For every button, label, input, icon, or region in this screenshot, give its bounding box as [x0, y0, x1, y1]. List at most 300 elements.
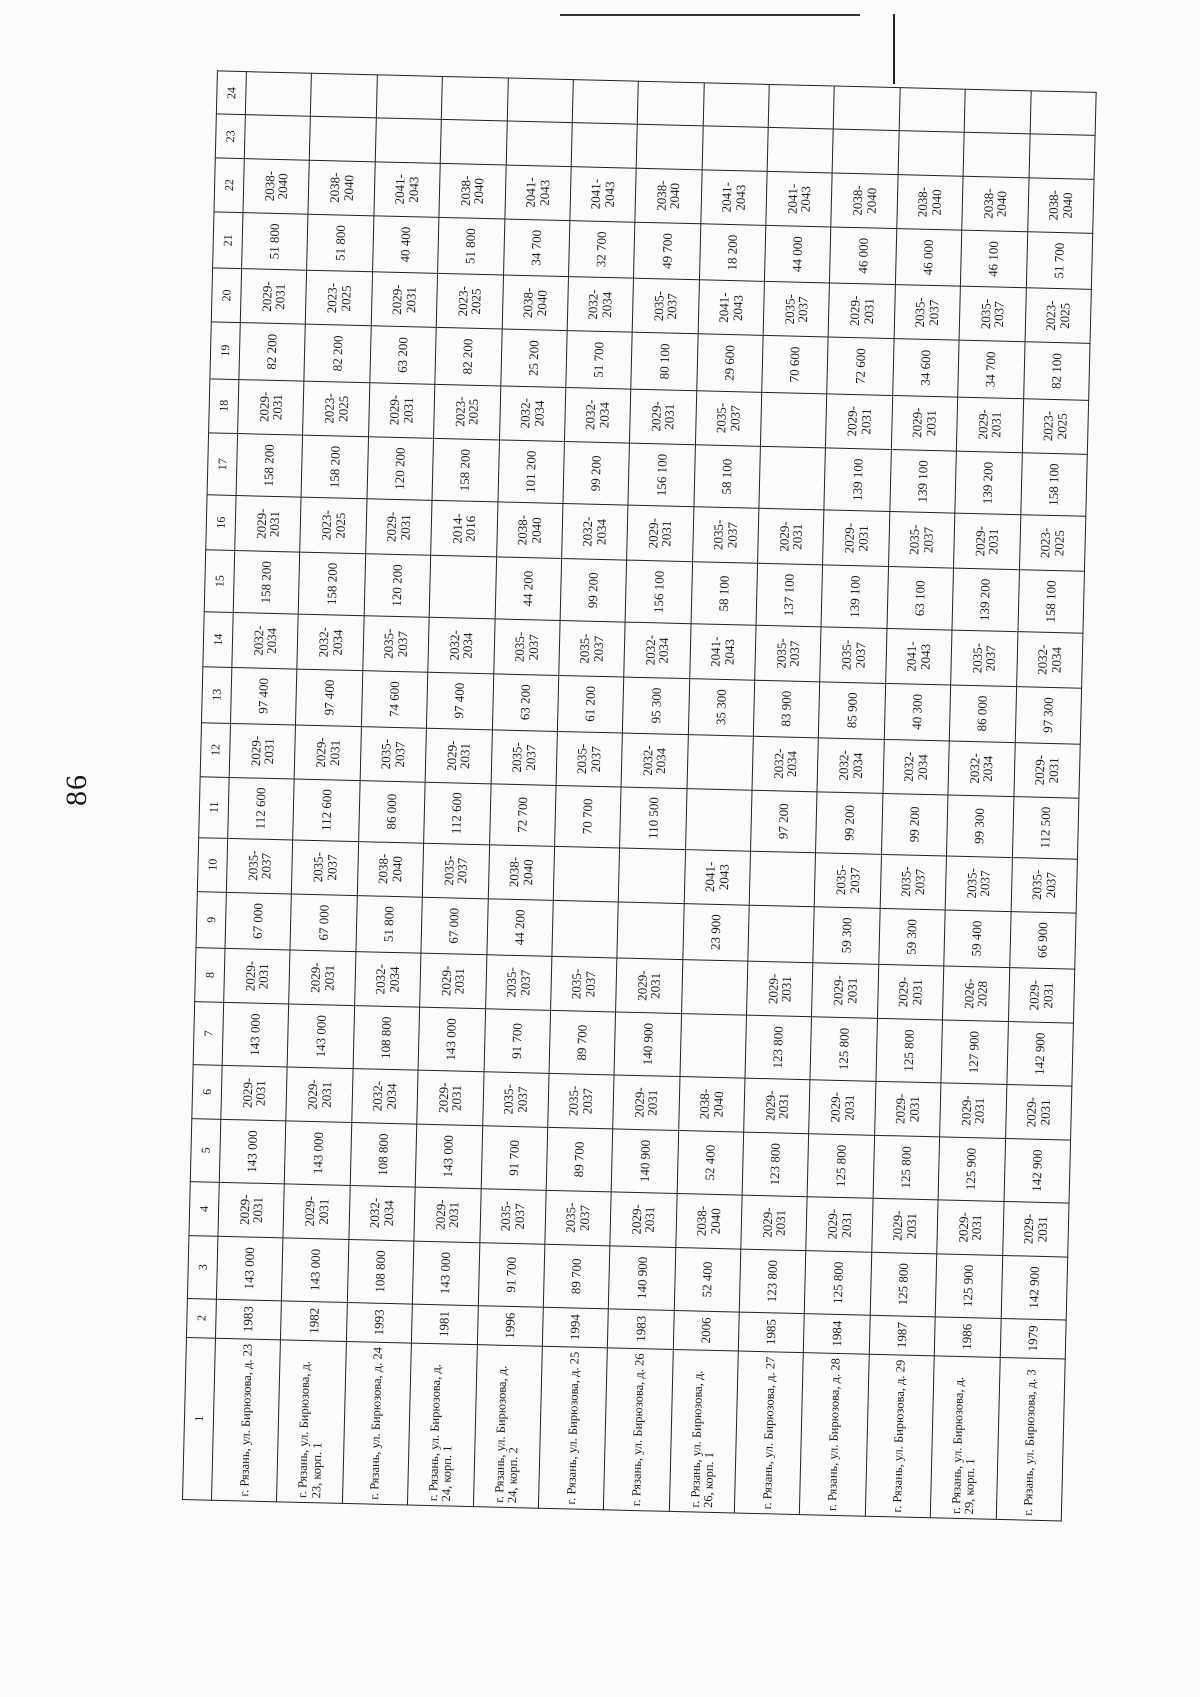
value-cell: 143 000 [285, 1121, 352, 1185]
value-cell: 2038-2040 [678, 1076, 745, 1132]
value-cell: 2029-2031 [221, 1065, 288, 1121]
value-cell: 34 700 [958, 340, 1025, 398]
value-cell: 35 300 [688, 678, 755, 736]
value-cell: 44 000 [764, 225, 831, 283]
value-cell: 72 600 [827, 337, 894, 395]
value-cell: 2038-2040 [308, 160, 375, 216]
value-cell [898, 131, 964, 176]
column-number-cell: 16 [206, 495, 236, 550]
value-cell: 2023-2025 [434, 384, 501, 440]
value-cell: 2035-2037 [292, 840, 359, 896]
column-number-cell: 6 [192, 1064, 222, 1119]
address-cell: г. Рязань, ул. Бирюзова, д. 23, корп. 1 [277, 1339, 346, 1503]
value-cell: 158 200 [236, 433, 303, 497]
top-border-line [560, 14, 860, 16]
value-cell: 83 900 [753, 680, 820, 738]
column-number-cell: 24 [216, 71, 246, 115]
value-cell: 2035-2037 [880, 854, 947, 910]
value-cell: 59 400 [944, 910, 1011, 968]
address-cell: г. Рязань, ул. Бирюзова, д. 3 [996, 1357, 1065, 1521]
value-cell: 2041-2043 [885, 629, 952, 685]
value-cell: 140 900 [614, 1012, 681, 1076]
value-cell: 40 300 [884, 683, 951, 741]
value-cell: 143 000 [219, 1119, 286, 1183]
column-number-cell: 17 [207, 433, 238, 496]
value-cell: 2041-2043 [689, 624, 756, 680]
value-cell [552, 900, 619, 958]
table-body [212, 72, 1097, 1521]
value-cell: 2032-2034 [499, 386, 566, 442]
value-cell: 2029-2031 [414, 1187, 481, 1243]
value-cell: 125 900 [938, 1137, 1005, 1201]
value-cell [759, 446, 826, 510]
column-number-cell: 5 [190, 1119, 221, 1182]
value-cell [507, 78, 573, 123]
value-cell: 2032-2034 [817, 738, 884, 794]
value-cell: 89 700 [543, 1244, 610, 1308]
value-cell: 2029-2031 [741, 1195, 808, 1251]
value-cell: 2029-2031 [610, 1192, 677, 1248]
right-border-line [893, 14, 895, 84]
value-cell: 2038-2040 [962, 176, 1029, 232]
value-cell: 123 800 [745, 1015, 812, 1079]
value-cell: 74 600 [361, 670, 428, 728]
address-cell: г. Рязань, ул. Бирюзова, д. 24, корп. 1 [408, 1343, 477, 1507]
value-cell: 2029-2031 [425, 728, 492, 784]
value-cell: 67 000 [225, 892, 292, 950]
value-cell: 29 600 [696, 334, 763, 392]
value-cell [681, 960, 748, 1016]
value-cell: 2035-2037 [363, 616, 430, 672]
value-cell: 112 600 [293, 779, 360, 841]
value-cell: 110 500 [620, 787, 687, 849]
value-cell: 125 800 [873, 1135, 940, 1199]
value-cell: 2029-2031 [286, 1067, 353, 1123]
value-cell: 156 100 [625, 560, 692, 624]
value-cell: 2038-2040 [496, 502, 563, 558]
value-cell: 2029-2031 [812, 963, 879, 1019]
value-cell: 82 200 [239, 323, 306, 381]
value-cell: 108 800 [353, 1006, 420, 1070]
rotated-table-container [182, 70, 1097, 1521]
value-cell: 2035-2037 [763, 282, 830, 338]
value-cell: 125 800 [805, 1251, 872, 1315]
value-cell [702, 126, 768, 171]
value-cell [572, 80, 638, 125]
value-cell: 2041-2043 [684, 849, 751, 905]
value-cell: 70 700 [554, 785, 621, 847]
value-cell: 2032-2034 [349, 1185, 416, 1241]
value-cell [685, 789, 752, 851]
value-cell [245, 72, 311, 117]
value-cell: 63 100 [887, 566, 954, 630]
year-cell: 1993 [346, 1302, 412, 1343]
value-cell: 2029-2031 [874, 1081, 941, 1137]
value-cell [617, 902, 684, 960]
value-cell: 32 700 [568, 220, 635, 278]
value-cell: 18 200 [699, 224, 766, 282]
value-cell: 112 600 [424, 782, 491, 844]
value-cell: 67 000 [421, 897, 488, 955]
value-cell: 99 200 [560, 558, 627, 622]
value-cell: 2035-2037 [548, 1073, 615, 1129]
address-cell: г. Рязань, ул. Бирюзова, д. 24 [342, 1341, 411, 1505]
value-cell: 70 600 [762, 336, 829, 394]
value-cell [963, 133, 1029, 178]
address-cell: г. Рязань, ул. Бирюзова, д. 26 [604, 1347, 673, 1511]
column-number-cell: 2 [186, 1298, 216, 1338]
value-cell: 139 200 [955, 451, 1022, 515]
value-cell: 143 000 [287, 1004, 354, 1068]
value-cell: 2029-2031 [295, 725, 362, 781]
value-cell: 125 800 [870, 1252, 937, 1316]
value-cell: 2029-2031 [238, 379, 305, 435]
value-cell: 2032-2034 [567, 277, 634, 333]
value-cell: 2035-2037 [360, 726, 427, 782]
value-cell: 51 700 [1026, 232, 1093, 290]
value-cell: 2041-2043 [700, 170, 767, 226]
value-cell: 2029-2031 [744, 1078, 811, 1134]
value-cell: 2029-2031 [627, 506, 694, 562]
column-number-cell: 18 [209, 378, 239, 433]
value-cell: 44 200 [486, 898, 553, 956]
value-cell: 2029-2031 [417, 1070, 484, 1126]
year-cell: 1994 [542, 1307, 608, 1348]
column-number-cell: 11 [199, 777, 229, 838]
value-cell: 123 800 [742, 1132, 809, 1196]
address-cell: г. Рязань, ул. Бирюзова, д. 27 [734, 1351, 803, 1515]
value-cell: 137 100 [756, 563, 823, 627]
value-cell: 143 000 [415, 1124, 482, 1188]
value-cell: 143 000 [216, 1236, 283, 1300]
value-cell [767, 128, 833, 173]
value-cell: 125 800 [807, 1134, 874, 1198]
value-cell: 2029-2031 [240, 269, 307, 325]
value-cell: 2038-2040 [1027, 178, 1094, 234]
column-number-cell: 19 [210, 322, 240, 379]
value-cell: 2035-2037 [945, 856, 1012, 912]
column-number-cell: 1 [183, 1337, 216, 1500]
value-cell: 2038-2040 [439, 163, 506, 219]
value-cell: 51 800 [438, 217, 505, 275]
value-cell: 2038-2040 [357, 841, 424, 897]
value-cell: 2035-2037 [422, 843, 489, 899]
year-cell: 1996 [477, 1305, 543, 1346]
value-cell: 97 200 [751, 790, 818, 852]
value-cell [506, 121, 572, 166]
value-cell: 2029-2031 [1013, 742, 1080, 798]
column-number-cell: 10 [197, 837, 227, 892]
value-cell: 2029-2031 [937, 1200, 1004, 1256]
value-cell: 63 200 [370, 326, 437, 384]
value-cell: 143 000 [418, 1007, 485, 1071]
value-cell [441, 76, 507, 121]
value-cell: 46 100 [961, 230, 1028, 288]
value-cell: 95 300 [623, 677, 690, 735]
value-cell: 2035-2037 [632, 278, 699, 334]
value-cell: 2035-2037 [888, 512, 955, 568]
value-cell [680, 1014, 747, 1078]
value-cell: 2035-2037 [545, 1190, 612, 1246]
column-number-cell: 3 [187, 1235, 218, 1298]
value-cell [760, 392, 827, 448]
column-number-cell: 15 [204, 549, 235, 612]
value-cell: 2029-2031 [747, 961, 814, 1017]
value-cell: 156 100 [628, 443, 695, 507]
value-cell: 2041-2043 [698, 280, 765, 336]
value-cell: 2032-2034 [1016, 632, 1083, 688]
value-cell [375, 118, 441, 163]
value-cell: 2032-2034 [621, 733, 688, 789]
column-number-cell: 12 [200, 723, 230, 778]
value-cell [244, 115, 310, 160]
value-cell: 2038-2040 [675, 1193, 742, 1249]
value-cell: 86 000 [358, 781, 425, 843]
value-cell: 2029-2031 [1005, 1084, 1072, 1140]
value-cell: 2032-2034 [624, 622, 691, 678]
value-cell: 91 700 [481, 1126, 548, 1190]
value-cell: 49 700 [634, 222, 701, 280]
value-cell [636, 125, 702, 170]
value-cell: 51 800 [242, 212, 309, 270]
value-cell: 99 200 [881, 793, 948, 855]
value-cell: 125 900 [935, 1254, 1002, 1318]
value-cell [687, 734, 754, 790]
value-cell: 2032-2034 [752, 736, 819, 792]
value-cell: 2041-2043 [374, 162, 441, 218]
value-cell: 2029-2031 [283, 1184, 350, 1240]
value-cell: 2035-2037 [692, 507, 759, 563]
value-cell: 2029-2031 [1002, 1201, 1069, 1257]
value-cell: 2035-2037 [485, 955, 552, 1011]
repair-schedule-table [182, 70, 1097, 1521]
value-cell: 97 400 [427, 672, 494, 730]
value-cell: 120 200 [364, 553, 431, 617]
value-cell: 2032-2034 [883, 739, 950, 795]
value-cell: 158 100 [1020, 452, 1087, 516]
value-cell: 59 300 [813, 906, 880, 964]
value-cell: 2029-2031 [371, 272, 438, 328]
value-cell: 58 100 [691, 561, 758, 625]
value-cell: 112 500 [1012, 797, 1079, 859]
value-cell [429, 555, 496, 619]
value-cell: 72 700 [489, 784, 556, 846]
value-cell: 2029-2031 [872, 1198, 939, 1254]
value-cell: 99 300 [947, 795, 1014, 857]
value-cell [768, 84, 834, 129]
address-cell: г. Рязань, ул. Бирюзова, д. 23 [212, 1338, 281, 1502]
value-cell: 2023-2025 [306, 270, 373, 326]
value-cell: 2029-2031 [218, 1182, 285, 1238]
value-cell: 2029-2031 [758, 509, 825, 565]
value-cell: 59 300 [879, 908, 946, 966]
value-cell: 2035-2037 [482, 1072, 549, 1128]
value-cell: 2029-2031 [823, 510, 890, 566]
value-cell: 2035-2037 [491, 730, 558, 786]
value-cell: 108 800 [350, 1122, 417, 1186]
value-cell: 80 100 [631, 332, 698, 390]
value-cell: 2023-2025 [1019, 515, 1086, 571]
value-cell: 44 200 [495, 557, 562, 621]
value-cell: 2032-2034 [297, 614, 364, 670]
value-cell: 2029-2031 [613, 1075, 680, 1131]
value-cell: 91 700 [484, 1009, 551, 1073]
value-cell: 34 700 [503, 219, 570, 277]
value-cell [440, 120, 506, 165]
value-cell: 89 700 [549, 1010, 616, 1074]
value-cell: 2023-2025 [300, 498, 367, 554]
value-cell: 51 800 [307, 214, 374, 272]
value-cell [553, 846, 620, 902]
value-cell: 58 100 [694, 444, 761, 508]
value-cell: 2023-2025 [1022, 398, 1089, 454]
value-cell: 52 400 [674, 1247, 741, 1311]
value-cell [899, 88, 965, 133]
column-number-cell: 14 [203, 612, 233, 667]
value-cell: 2032-2034 [232, 613, 299, 669]
value-cell: 123 800 [739, 1249, 806, 1313]
column-number-cell: 9 [196, 891, 226, 948]
value-cell: 2032-2034 [564, 387, 631, 443]
value-cell: 99 200 [563, 441, 630, 505]
value-cell: 2038-2040 [635, 168, 702, 224]
value-cell: 34 600 [892, 339, 959, 397]
value-cell: 2029-2031 [229, 723, 296, 779]
value-cell: 67 000 [290, 894, 357, 952]
value-cell: 2035-2037 [556, 731, 623, 787]
value-cell: 140 900 [611, 1129, 678, 1193]
value-cell: 158 200 [432, 438, 499, 502]
value-cell: 86 000 [949, 685, 1016, 743]
value-cell: 2029-2031 [365, 499, 432, 555]
value-cell: 2035-2037 [1011, 857, 1078, 913]
value-cell: 2035-2037 [695, 390, 762, 446]
value-cell: 82 100 [1023, 342, 1090, 400]
year-cell: 1983 [608, 1309, 674, 1350]
value-cell: 158 200 [233, 550, 300, 614]
value-cell: 158 100 [1017, 569, 1084, 633]
value-cell: 2029-2031 [806, 1196, 873, 1252]
value-cell [1029, 134, 1096, 179]
value-cell: 2035-2037 [951, 630, 1018, 686]
value-cell: 139 100 [824, 448, 891, 512]
value-cell: 2029-2031 [1008, 967, 1075, 1023]
value-cell [571, 123, 637, 168]
value-cell [749, 851, 816, 907]
value-cell: 2038-2040 [243, 158, 310, 214]
value-cell: 2029-2031 [877, 964, 944, 1020]
value-cell: 2035-2037 [479, 1188, 546, 1244]
value-cell: 2038-2040 [831, 173, 898, 229]
value-cell: 46 000 [830, 227, 897, 285]
value-cell: 2035-2037 [559, 621, 626, 677]
year-cell: 1982 [281, 1301, 347, 1342]
year-cell: 1983 [215, 1299, 281, 1340]
value-cell: 158 200 [301, 435, 368, 499]
value-cell: 23 900 [682, 903, 749, 961]
value-cell: 140 900 [609, 1246, 676, 1310]
value-cell: 66 900 [1009, 911, 1076, 969]
value-cell: 2038-2040 [488, 844, 555, 900]
year-cell: 1987 [869, 1315, 935, 1356]
value-cell: 2029-2031 [826, 394, 893, 450]
value-cell: 2035-2037 [755, 626, 822, 682]
value-cell: 40 400 [372, 216, 439, 274]
value-cell: 2041-2043 [766, 171, 833, 227]
address-cell: г. Рязань, ул. Бирюзова, д. 24, корп. 2 [473, 1344, 542, 1508]
address-cell: г. Рязань, ул. Бирюзова, д. 29 [865, 1354, 934, 1518]
value-cell: 51 800 [356, 895, 423, 953]
value-cell: 2029-2031 [235, 496, 302, 552]
value-cell: 108 800 [347, 1239, 414, 1303]
column-number-cell: 13 [202, 666, 232, 723]
value-cell: 2023-2025 [436, 274, 503, 330]
value-cell: 2035-2037 [815, 852, 882, 908]
value-cell: 125 800 [876, 1018, 943, 1082]
value-cell: 2029-2031 [891, 395, 958, 451]
value-cell: 46 000 [895, 228, 962, 286]
value-cell: 2032-2034 [948, 741, 1015, 797]
column-number-cell: 7 [193, 1002, 224, 1065]
value-cell: 99 200 [816, 792, 883, 854]
value-cell: 61 200 [557, 675, 624, 733]
value-cell: 2029-2031 [954, 514, 1021, 570]
value-cell: 2029-2031 [368, 382, 435, 438]
value-cell: 2032-2034 [352, 1068, 419, 1124]
value-cell [310, 117, 376, 162]
value-cell: 51 700 [566, 331, 633, 389]
value-cell: 82 200 [435, 328, 502, 386]
value-cell: 142 900 [1004, 1138, 1071, 1202]
value-cell: 2035-2037 [226, 838, 293, 894]
address-cell: г. Рязань, ул. Бирюзова, д. 25 [538, 1346, 607, 1510]
value-cell: 2014-2016 [431, 501, 498, 557]
value-cell: 82 200 [304, 324, 371, 382]
value-cell: 2032-2034 [354, 952, 421, 1008]
value-cell: 97 400 [230, 667, 297, 725]
value-cell: 143 000 [282, 1238, 349, 1302]
value-cell: 2035-2037 [820, 627, 887, 683]
value-cell: 125 800 [810, 1017, 877, 1081]
value-cell: 2029-2031 [940, 1083, 1007, 1139]
value-cell: 120 200 [367, 436, 434, 500]
value-cell: 2038-2040 [502, 275, 569, 331]
value-cell: 112 600 [228, 777, 295, 839]
year-cell: 1979 [1000, 1318, 1066, 1359]
year-cell: 1985 [738, 1312, 804, 1353]
value-cell: 2032-2034 [428, 618, 495, 674]
value-cell: 2029-2031 [630, 389, 697, 445]
value-cell: 2041-2043 [504, 165, 571, 221]
value-cell: 143 000 [412, 1241, 479, 1305]
value-cell [834, 86, 900, 131]
address-cell: г. Рязань, ул. Бирюзова, д. 28 [800, 1352, 869, 1516]
value-cell: 2029-2031 [828, 283, 895, 339]
value-cell: 2023-2025 [1025, 288, 1092, 344]
value-cell: 142 900 [1006, 1022, 1073, 1086]
page-number: 86 [60, 774, 93, 806]
value-cell: 143 000 [222, 1002, 289, 1066]
value-cell: 2029-2031 [616, 958, 683, 1014]
value-cell: 2029-2031 [289, 950, 356, 1006]
year-cell: 1986 [934, 1317, 1000, 1358]
value-cell: 2029-2031 [809, 1080, 876, 1136]
value-cell: 25 200 [500, 329, 567, 387]
value-cell: 2023-2025 [303, 381, 370, 437]
value-cell: 97 400 [296, 669, 363, 727]
value-cell: 158 200 [299, 552, 366, 616]
column-number-cell: 22 [214, 158, 244, 213]
